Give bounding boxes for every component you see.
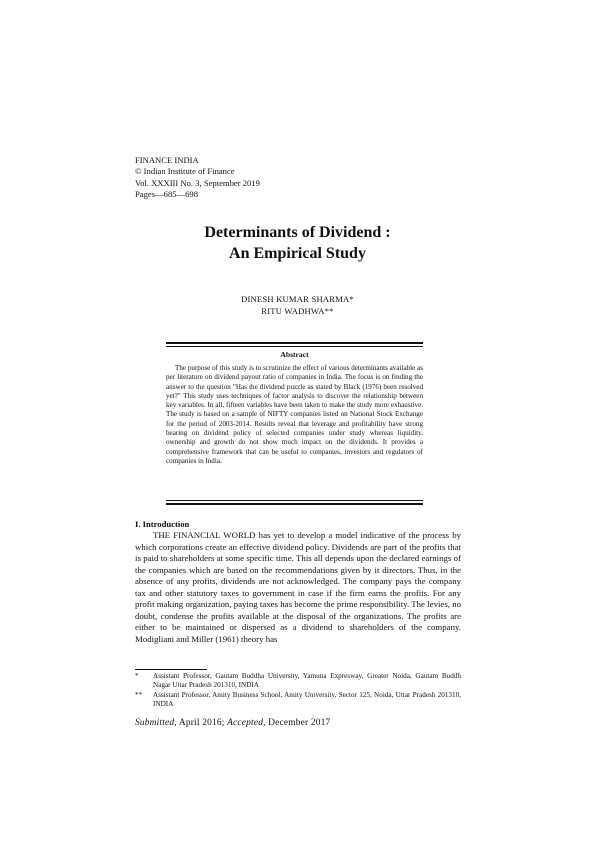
footnote-text: Assistant Professor, Amity Business School, Amity University, Sector 125, Noida, Uttar Pradesh 201310, INDIA xyxy=(153,690,461,709)
footnote-rule xyxy=(135,669,207,670)
journal-pages: Pages—685—698 xyxy=(135,189,199,200)
journal-volume: Vol. XXXIII No. 3, September 2019 xyxy=(135,177,260,188)
abstract-text: The purpose of this study is to scrutinize the effect of various determinants available as per literature on dividend payout ratio of companies in India. The focus is on finding the answer to the question "Has the dividend puzzle as stated by Black (1976) been resolved yet?" This study uses techniques of factor analysis to discover the relationship between key variables. In all, fifteen variables have been taken to make the study more exhaustive. The study is based on a sample of NIFTY companies listed on National Stock Exchange for the period of 2003-2014. Results reveal that leverage and profitability have strong bearing on dividend policy of selected companies under study whereas liquidity, ownership and growth do not show much impact on the dividends. It provides a comprehensive framework that can be useful to companies, investors and regulators of companies in India. xyxy=(166,364,423,465)
footnote xyxy=(135,691,461,710)
paper-title-line-1: Determinants of Dividend : xyxy=(204,224,391,241)
introduction-text: THE FINANCIAL WORLD has yet to develop a model indicative of the process by which corporations create an effective dividend policy. Dividends are part of the profits that is paid to shareholders at some specific time. This all depends upon the declared earnings of the companies which are based on the recommendations given by it directors. Thus, in the absence of any profits, dividends are not acknowledged. The company pays the company tax and other statutory taxes to government in case if the firm earns the profits. For any profit making organization, paying taxes has become the prime responsibility. The levies, no doubt, condense the profits available at the disposal of the organizations. The profits are either to be maintained or dispersed as a dividend to shareholders of the company. Modigliani and Miller (1961) theory has xyxy=(135,530,461,644)
abstract-top-thin-rule xyxy=(166,346,423,347)
footnote-mark: * xyxy=(135,672,139,680)
accepted-date: December 2017 xyxy=(268,718,331,728)
journal-name: FINANCE INDIA xyxy=(135,155,199,165)
footnote-text: Assistant Professor, Gautam Buddha University, Yamuna Expresway, Greater Noida, Gautam Buddh Nagar Uttar Pradesh 201310, INDIA xyxy=(153,672,461,690)
author-1: DINESH KUMAR SHARMA* xyxy=(241,294,354,304)
paper-title-line-2: An Empirical Study xyxy=(229,245,366,262)
footnotes xyxy=(135,672,461,710)
journal-info xyxy=(135,155,260,201)
abstract-heading: Abstract xyxy=(280,350,309,359)
paper-title xyxy=(0,222,595,264)
author-2: RITU WADHWA** xyxy=(261,305,334,316)
footnote-mark: ** xyxy=(135,690,143,699)
submitted-date: April 2016; xyxy=(178,718,225,728)
submission-info: Submitted, April 2016; Accepted, December 2017 xyxy=(135,718,331,728)
accepted-label: Accepted xyxy=(227,718,264,728)
abstract-bottom-rules xyxy=(166,500,423,505)
section-heading-introduction: I. Introduction xyxy=(135,519,190,529)
abstract-bottom-thick-rule xyxy=(166,503,423,505)
abstract-top-rules xyxy=(166,342,423,347)
authors xyxy=(0,294,595,317)
submitted-label: Submitted xyxy=(135,718,175,728)
journal-copyright: © Indian Institute of Finance xyxy=(135,166,235,177)
footnote xyxy=(135,672,461,691)
